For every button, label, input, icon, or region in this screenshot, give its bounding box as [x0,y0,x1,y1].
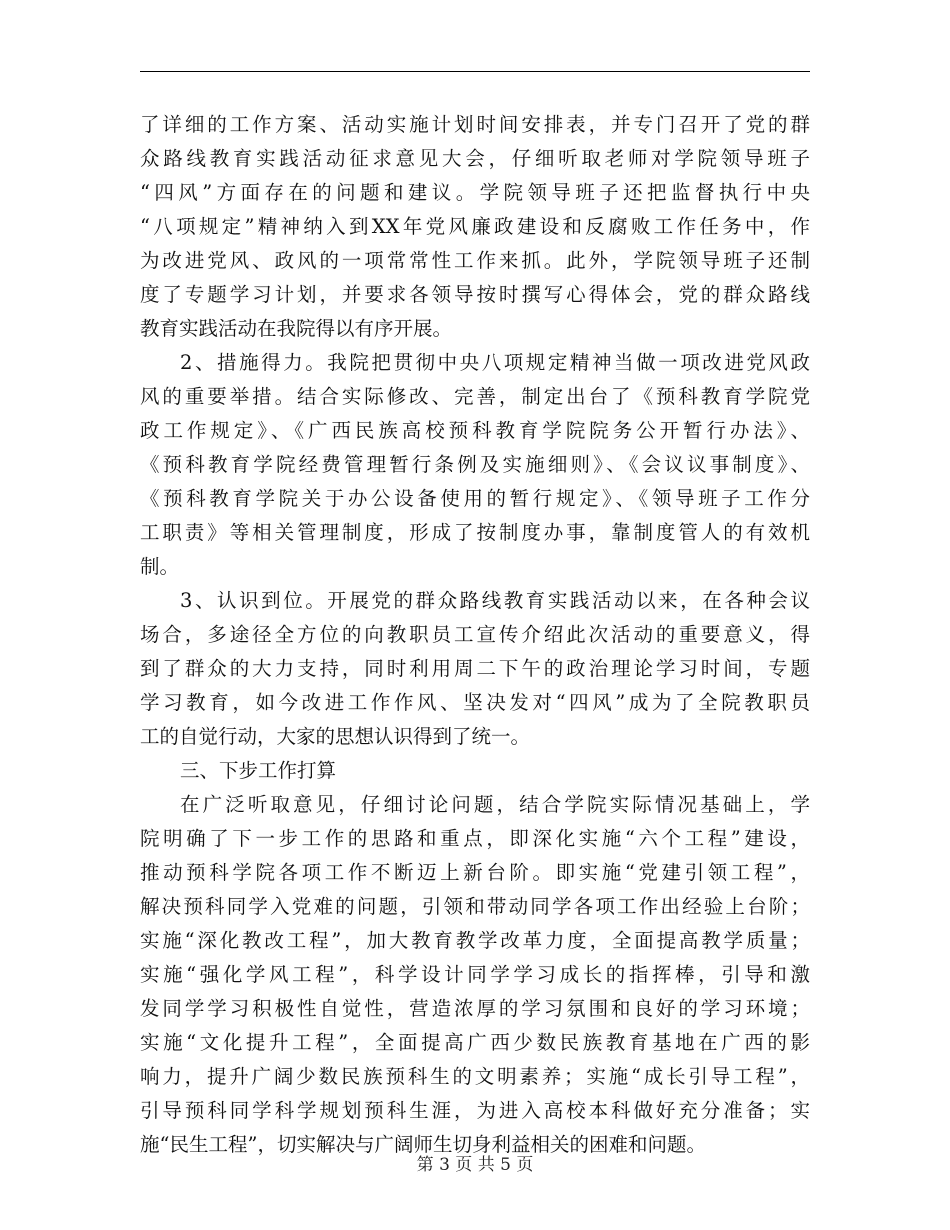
text-line: 众路线教育实践活动征求意见大会，仔细听取老师对学院领导班子 [140,147,810,170]
text-line: 解决预科同学入党难的问题，引领和带动同学各项工作出经验上台阶； [140,895,810,918]
text-line: 场合，多途径全方位的向教职员工宣传介绍此次活动的重要意义，得 [140,623,810,646]
text-line: 发同学学习积极性自觉性，营造浓厚的学习氛围和良好的学习环境； [140,997,810,1020]
text-line: 制。 [140,555,180,578]
text-line: 教育实践活动在我院得以有序开展。 [140,317,453,340]
text-line: 工的自觉行动，大家的思想认识得到了统一。 [140,725,531,748]
text-line: 工职责》等相关管理制度，形成了按制度办事，靠制度管人的有效机 [140,521,810,544]
document-body [140,108,810,1162]
text-line: 《预科教育学院关于办公设备使用的暂行规定》、《领导班子工作分 [140,487,810,510]
text-line: 为改进党风、政风的一项常常性工作来抓。此外，学院领导班子还制 [140,249,810,272]
header-rule [140,71,810,72]
text-line: 了详细的工作方案、活动实施计划时间安排表，并专门召开了党的群 [140,113,810,136]
text-line: 院明确了下一步工作的思路和重点，即深化实施“六个工程”建设， [140,827,810,850]
text-line: 学习教育，如今改进工作作风、坚决发对“四风”成为了全院教职员 [140,691,810,714]
text-line: 度了专题学习计划，并要求各领导按时撰写心得体会，党的群众路线 [140,283,810,306]
text-line: 施“民生工程”，切实解决与广阔师生切身利益相关的困难和问题。 [140,1133,706,1156]
text-line: 到了群众的大力支持，同时利用周二下午的政治理论学习时间，专题 [140,657,810,680]
text-line: 实施“强化学风工程”，科学设计同学学习成长的指挥棒，引导和激 [140,963,810,986]
text-line: 引导预科同学科学规划预科生涯，为进入高校本科做好充分准备；实 [140,1099,810,1122]
text-line: 响力，提升广阔少数民族预科生的文明素养；实施“成长引导工程”， [140,1065,810,1088]
text-line: 《预科教育学院经费管理暂行条例及实施细则》、《会议议事制度》、 [140,453,810,476]
text-line: 风的重要举措。结合实际修改、完善，制定出台了《预科教育学院党 [140,385,810,408]
text-line: 3、认识到位。开展党的群众路线教育实践活动以来，在各种会议 [180,589,810,612]
text-line: “四风”方面存在的问题和建议。学院领导班子还把监督执行中央 [140,181,810,204]
text-line: 2、措施得力。我院把贯彻中央八项规定精神当做一项改进党风政 [180,351,810,374]
text-line: 推动预科学院各项工作不断迈上新台阶。即实施“党建引领工程”， [140,861,810,884]
text-line: 政工作规定》、《广西民族高校预科教育学院院务公开暂行办法》、 [140,419,810,442]
text-line: 实施“深化教改工程”，加大教育教学改革力度，全面提高教学质量； [140,929,810,952]
page-number-footer: 第 3 页 共 5 页 [416,1155,534,1175]
text-line: 三、下步工作打算 [180,759,337,782]
text-line: 实施“文化提升工程”，全面提高广西少数民族教育基地在广西的影 [140,1031,810,1054]
text-line: “八项规定”精神纳入到XX年党风廉政建设和反腐败工作任务中，作 [140,215,810,238]
text-line: 在广泛听取意见，仔细讨论问题，结合学院实际情况基础上，学 [180,793,810,816]
